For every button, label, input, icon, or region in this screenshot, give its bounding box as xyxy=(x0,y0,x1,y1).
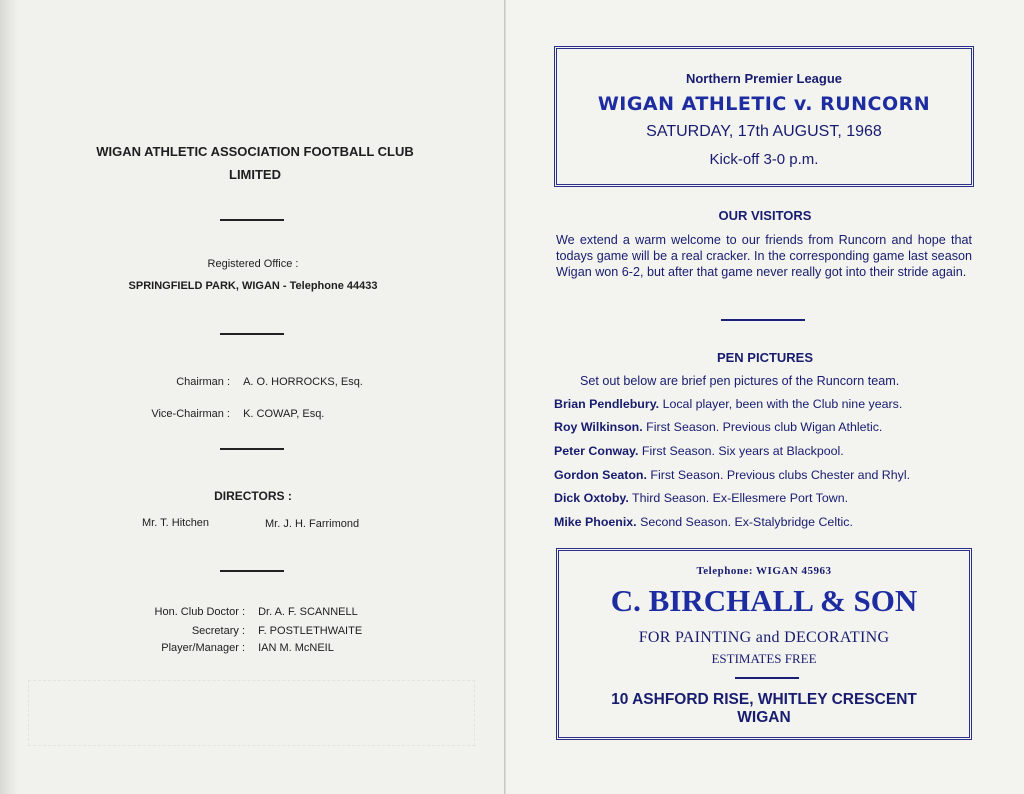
advert-address-line2: WIGAN xyxy=(737,709,791,726)
pen-pictures-heading: PEN PICTURES xyxy=(716,350,814,365)
club-name xyxy=(60,140,450,186)
divider xyxy=(220,448,284,450)
advert-telephone: Telephone: WIGAN 45963 xyxy=(696,565,832,577)
secretary-name: F. POSTLETHWAITE xyxy=(258,625,363,637)
player-desc: First Season. Six years at Blackpool. xyxy=(641,444,844,458)
divider xyxy=(220,219,284,221)
advert-address-line1: 10 ASHFORD RISE, WHITLEY CRESCENT xyxy=(611,691,917,708)
vice-chairman-row xyxy=(120,408,324,420)
club-doctor-name: Dr. A. F. SCANNELL xyxy=(258,606,358,618)
advert-estimates: ESTIMATES FREE xyxy=(711,651,817,666)
registered-office-label: Registered Office : xyxy=(207,258,299,270)
registered-office-address: SPRINGFIELD PARK, WIGAN - Telephone 44433 xyxy=(128,280,378,292)
divider xyxy=(220,570,284,572)
player-entry xyxy=(554,397,902,411)
player-desc: Second Season. Ex-Stalybridge Celtic. xyxy=(640,515,853,529)
vice-chairman-name: K. COWAP, Esq. xyxy=(243,408,325,420)
visitors-text: We extend a warm welcome to our friends from Runcorn and hope that todays game will be a real cracker. In the corresponding game last season Wigan won 6-2, but after that game never really got into their stride again. xyxy=(556,233,972,279)
club-doctor-label: Hon. Club Doctor : xyxy=(154,606,245,618)
secretary-row xyxy=(100,625,362,637)
club-doctor-row xyxy=(100,606,358,618)
player-name: Gordon Seaton. xyxy=(554,468,647,482)
advert-address xyxy=(559,691,969,727)
advert-box xyxy=(556,548,972,740)
chairman-label: Chairman : xyxy=(176,376,230,388)
right-page xyxy=(506,0,1024,794)
league-name: Northern Premier League xyxy=(685,71,843,86)
advert-services: FOR PAINTING and DECORATING xyxy=(638,629,890,646)
player-entry xyxy=(554,468,910,482)
pen-pictures-intro: Set out below are brief pen pictures of the Runcorn team. xyxy=(580,374,900,388)
kickoff-time: Kick-off 3-0 p.m. xyxy=(709,151,819,168)
player-desc: Local player, been with the Club nine years. xyxy=(662,397,903,411)
club-name-line1: WIGAN ATHLETIC ASSOCIATION FOOTBALL CLUB xyxy=(96,144,414,159)
player-name: Mike Phoenix. xyxy=(554,515,637,529)
player-manager-label: Player/Manager : xyxy=(161,642,245,654)
director-name: Mr. J. H. Farrimond xyxy=(265,518,360,530)
chairman-row xyxy=(120,376,363,388)
player-desc: Third Season. Ex-Ellesmere Port Town. xyxy=(632,491,849,505)
player-entry xyxy=(554,444,844,458)
player-manager-row xyxy=(100,642,334,654)
left-page xyxy=(0,0,506,794)
chairman-name: A. O. HORROCKS, Esq. xyxy=(243,376,363,388)
directors-heading: DIRECTORS : xyxy=(214,489,292,503)
player-name: Peter Conway. xyxy=(554,444,639,458)
divider xyxy=(721,319,805,321)
match-date: SATURDAY, 17th AUGUST, 1968 xyxy=(646,123,882,140)
visitors-heading: OUR VISITORS xyxy=(718,208,812,223)
page-edge-shadow xyxy=(0,0,18,794)
paper-stain xyxy=(28,680,475,746)
player-manager-name: IAN M. McNEIL xyxy=(258,642,334,654)
player-desc: First Season. Previous club Wigan Athletic. xyxy=(646,420,883,434)
director-name: Mr. T. Hitchen xyxy=(142,517,210,529)
player-name: Dick Oxtoby. xyxy=(554,491,629,505)
divider xyxy=(220,333,284,335)
fixture-box xyxy=(554,46,974,187)
player-desc: First Season. Previous clubs Chester and Rhyl. xyxy=(650,468,911,482)
divider xyxy=(735,677,799,679)
player-name: Brian Pendlebury. xyxy=(554,397,660,411)
advert-business-name: C. BIRCHALL & SON xyxy=(610,583,918,618)
player-name: Roy Wilkinson. xyxy=(554,420,643,434)
secretary-label: Secretary : xyxy=(191,625,245,637)
vice-chairman-label: Vice-Chairman : xyxy=(151,408,230,420)
player-entry xyxy=(554,515,853,529)
match-title: WIGAN ATHLETIC v. RUNCORN xyxy=(597,93,931,115)
club-name-line2: LIMITED xyxy=(229,167,281,182)
player-entry xyxy=(554,420,882,434)
player-entry xyxy=(554,491,848,505)
